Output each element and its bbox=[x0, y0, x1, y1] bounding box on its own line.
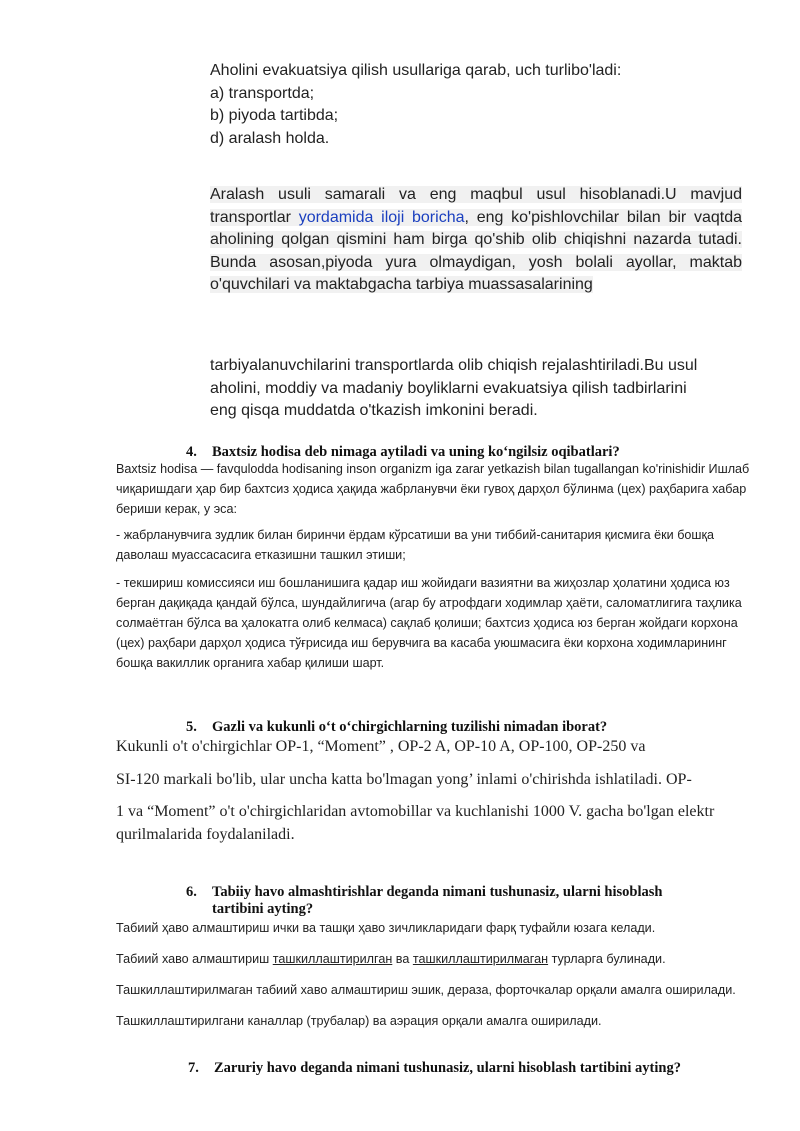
question-5-answer bbox=[116, 736, 796, 856]
list-intro: Aholini evakuatsiya qilish usullariga qarab, uch turlibo'ladi: bbox=[210, 62, 622, 79]
paragraph-line: eng qisqa muddatda o'tkazish imkonini beradi. bbox=[210, 402, 538, 420]
question-6-heading bbox=[186, 884, 662, 901]
evacuation-methods-list bbox=[210, 60, 750, 150]
paragraph-text: Aralash usuli samarali va eng maqbul usul hisoblanadi.U mavjud transportlar bbox=[210, 186, 742, 226]
answer-paragraph: 1 va “Moment” o't o'chirgichlaridan avtomobillar va kuchlanishi 1000 V. gacha bo'lgan elektr qurilmalarida foydalaniladi. bbox=[116, 803, 715, 843]
paragraph-text: , eng ko'pishlovchilar bilan bir vaqtda aholining qolgan qismini ham birga qo'shib olib chiqishni nazarda tutadi. Bunda asosan,piyoda yura olmaydigan, yosh bolali ayollar, maktab o'quvchilari va maktabgacha tarbiya muassasalarining bbox=[210, 208, 743, 294]
underlined-term: ташкиллаштирилган bbox=[272, 952, 393, 966]
text-span: Табиий хаво алмаштириш bbox=[116, 952, 273, 966]
answer-paragraph: Baxtsiz hodisa — favqulodda hodisaning inson organizm iga zarar yetkazish bilan tugallangan ko'rinishidir Ишлаб чиқаришдаги ҳар бир бахтсиз ҳодиса ҳақида жабрланувчи ёки гувоҳ дарҳол бўлинма (цех) раҳбарига хабар бериши керак, у эса: bbox=[116, 462, 750, 516]
question-4-answer bbox=[116, 459, 756, 681]
list-item: a) transportda; bbox=[210, 84, 315, 102]
question-7-heading bbox=[188, 1060, 681, 1077]
continuation-paragraph bbox=[210, 355, 750, 423]
text-span: турларга булинади. bbox=[548, 952, 666, 966]
text-span: ва bbox=[392, 952, 413, 966]
answer-paragraph: Kukunli o't o'chirgichlar OP-1, “Moment” , OP-2 A, OP-10 A, OP-100, OP-250 va bbox=[116, 738, 646, 755]
answer-paragraph: Табиий ҳаво алмаштириш ички ва ташқи ҳаво зичликларидаги фарқ туфайли юзага келади. bbox=[116, 921, 656, 935]
question-6-answer bbox=[116, 918, 756, 1042]
question-5-heading bbox=[186, 719, 607, 736]
paragraph-line: aholini, moddiy va madaniy boyliklarni evakuatsiya qilish tadbirlarini bbox=[210, 379, 687, 397]
answer-paragraph: - жабрланувчига зудлик билан биринчи ёрдам кўрсатиши ва уни тиббий-санитария қисмига ёки бошқа даволаш муассасасига етказишни ташкил этиши; bbox=[116, 528, 715, 562]
question-6-heading-cont bbox=[212, 901, 313, 918]
highlighted-link-text[interactable]: yordamida iloji boricha bbox=[298, 208, 465, 226]
question-title: Tabiiy havo almashtirishlar deganda nimani tushunasiz, ularni hisoblash bbox=[212, 884, 663, 900]
paragraph-line: tarbiyalanuvchilarini transportlarda olib chiqish rejalashtiriladi.Bu usul bbox=[210, 357, 698, 374]
mixed-method-paragraph bbox=[210, 184, 742, 297]
answer-paragraph: Ташкиллаштирилгани каналлар (трубалар) ва аэрация орқали амалга оширилади. bbox=[116, 1014, 602, 1028]
answer-paragraph: Ташкиллаштирилмаган табиий хаво алмаштириш эшик, деразa, форточкалар орқали амалга оширилади. bbox=[116, 983, 736, 997]
list-item: b) piyoda tartibda; bbox=[210, 107, 339, 124]
question-title: Baxtsiz hodisa deb nimaga aytiladi va uning ko‘ngilsiz oqibatlari? bbox=[212, 444, 620, 460]
question-number: 6. bbox=[186, 884, 197, 900]
answer-paragraph: SI-120 markali bo'lib, ular uncha katta bo'lmagan yong’ inlami o'chirishda ishlatiladi. OP- bbox=[116, 770, 692, 788]
question-number: 4. bbox=[186, 444, 197, 460]
answer-paragraph bbox=[116, 949, 756, 969]
question-number: 7. bbox=[188, 1060, 199, 1076]
answer-paragraph: - текшириш комиссияси иш бошланишига қадар иш жойидаги вазиятни ва жиҳозлар ҳолатини ҳодиса юз берган дақиқада қандай бўлса, шундайлигича (агар бу атрофдаги ходимлар ҳаёти, саломатлигига таҳлика солмаётган бўлса ва ҳалокатга олиб келмаса) сақлаб қолиши; бахтсиз ҳодиса юз берган жойдаги корхона (цех) раҳбари дарҳол ҳодиса тўғрисида иш берувчига ва касаба уюшмасига ёки корхона ходимларининг бошқа вакиллик органига хабар қилиши шарт. bbox=[116, 576, 742, 670]
question-number: 5. bbox=[186, 719, 197, 735]
list-item: d) aralash holda. bbox=[210, 129, 330, 147]
question-title: Gazli va kukunli o‘t o‘chirgichlarning tuzilishi nimadan iborat? bbox=[212, 719, 608, 735]
question-title: tartibini ayting? bbox=[212, 901, 314, 917]
question-title: Zaruriy havo deganda nimani tushunasiz, ularni hisoblash tartibini ayting? bbox=[214, 1060, 681, 1076]
underlined-term: ташкиллаштирилмаган bbox=[412, 952, 549, 966]
